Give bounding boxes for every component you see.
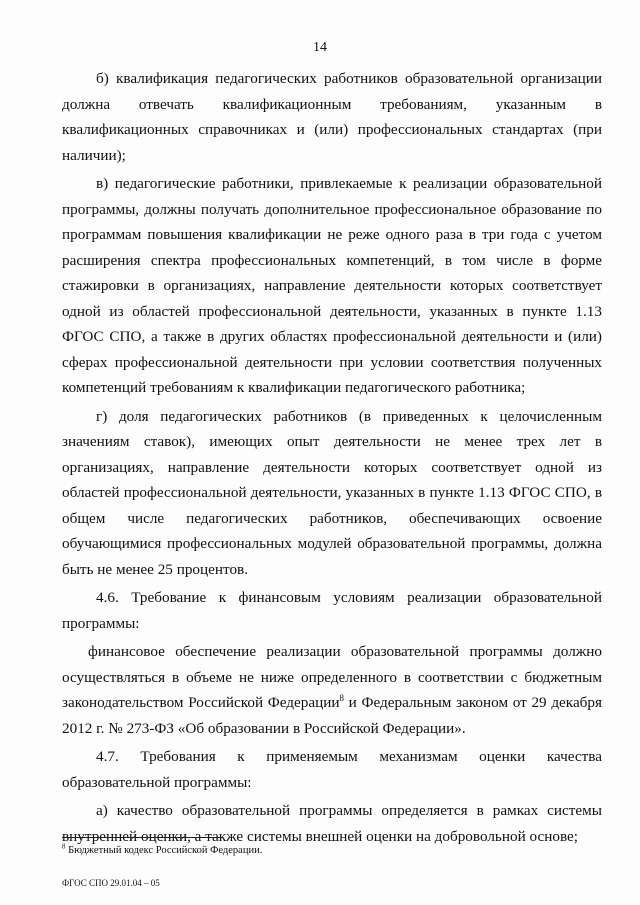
- page-number: 14: [313, 40, 327, 55]
- finance-text-before: финансовое обеспечение реализации образовательной программы должно осуществляться в объеме не ниже определенного в соответствии с бюджетным законодательством Российской Федерации: [62, 643, 602, 711]
- paragraph-v: в) педагогические работники, привлекаемые к реализации образовательной программы, должны получать дополнительное профессиональное образование по программам повышения квалификации не реже одного раза в три года с учетом расширения спектра профессиональных компетенций, в том числе в форме стажировки в организациях, направление деятельности которых соответствует одной из областей профессиональной деятельности, указанных в пункте 1.13 ФГОС СПО, а также в других областях профессиональной деятельности и (или) сферах профессиональной деятельности при условии соответствия полученных компетенций требованиям к квалификации педагогического работника;: [62, 175, 602, 396]
- document-code: ФГОС СПО 29.01.04 – 05: [62, 878, 160, 888]
- paragraph-g: г) доля педагогических работников (в приведенных к целочисленным значениям ставок), имеющих опыт деятельности не менее трех лет в организациях, направление деятельности которых соответствует одной из областей профессиональной деятельности, указанных в пункте 1.13 ФГОС СПО, в общем числе педагогических работников, обеспечивающих освоение обучающимися профессиональных модулей образовательной программы, должна быть не менее 25 процентов.: [62, 407, 602, 578]
- document-body: [62, 66, 602, 852]
- section-4-7: 4.7. Требования к применяемым механизмам оценки качества образовательной программы:: [62, 748, 602, 791]
- finance-text-after: и Федеральным законом от 29 декабря 2012 г. № 273-ФЗ «Об образовании в Российской Федерации».: [62, 694, 602, 737]
- footnote-marker: 8: [62, 842, 66, 851]
- paragraph-b: б) квалификация педагогических работников образовательной организации должна отвечать квалификационным требованиям, указанным в квалификационных справочниках и (или) профессиональных стандартах (при наличии);: [62, 70, 602, 164]
- footnote-ref: 8: [339, 692, 344, 703]
- paragraph-a: а) качество образовательной программы определяется в рамках системы внутренней оценки, а также системы внешней оценки на добровольной основе;: [62, 802, 602, 845]
- finance-paragraph: [62, 639, 602, 741]
- section-4-6: 4.6. Требование к финансовым условиям реализации образовательной программы:: [62, 589, 602, 632]
- footnote-text: Бюджетный кодекс Российской Федерации.: [65, 845, 263, 856]
- footnote-divider: [62, 837, 222, 838]
- footnote: [62, 844, 602, 858]
